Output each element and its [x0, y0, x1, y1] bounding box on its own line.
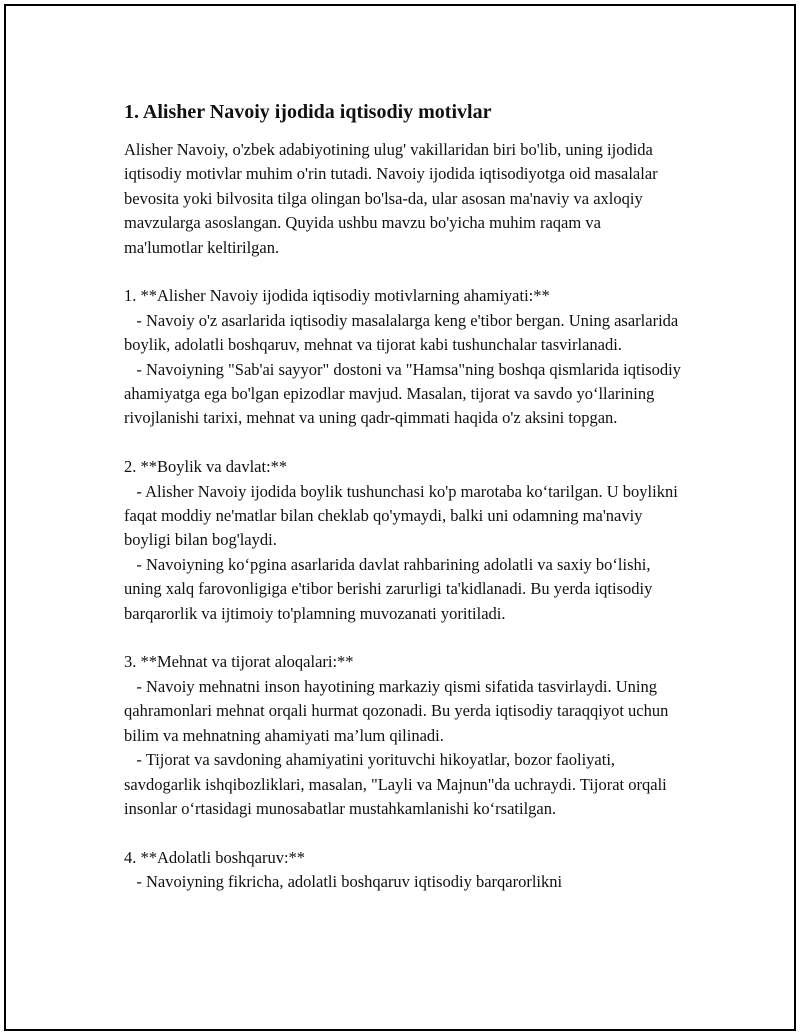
section-heading: 1. **Alisher Navoiy ijodida iqtisodiy motivlarning ahamiyati:** [124, 286, 550, 306]
section-heading: 3. **Mehnat va tijorat aloqalari:** [124, 652, 354, 672]
document-title: 1. Alisher Navoiy ijodida iqtisodiy motivlar [124, 101, 492, 123]
bullet-item: - Navoiy o'z asarlarida iqtisodiy masalalarga keng e'tibor bergan. Uning asarlarida boylik, adolatli boshqaruv, mehnat va tijorat kabi tushunchalar tasvirlanadi. [124, 310, 683, 355]
intro-paragraph: Alisher Navoiy, o'zbek adabiyotining ulug' vakillaridan biri bo'lib, uning ijodida iqtisodiy motivlar muhim o'rin tutadi. Navoiy ijodida iqtisodiyotga oid masalalar bevosita yoki bilvosita tilga olingan bo'lsa-da, ular asosan ma'naviy va axloqiy mavzularga asoslangan. Quyida ushbu mavzu bo'yicha muhim raqam va ma'lumotlar keltirilgan. [124, 140, 658, 257]
bullet-item: - Navoiyning "Sab'ai sayyor" dostoni va "Hamsa"ning boshqa qismlarida iqtisodiy ahamiyatga ega bo'lgan epizodlar mavjud. Masalan, tijorat va savdo yo‘llarining rivojlanishi tarixi, mehnat va uning qadr-qimmati haqida o'z aksini topgan. [124, 359, 686, 428]
section-heading: 4. **Adolatli boshqaruv:** [124, 847, 306, 867]
section-1 [124, 284, 684, 430]
section-4 [124, 846, 684, 895]
bullet-item: - Navoiyning ko‘pgina asarlarida davlat rahbarining adolatli va saxiy bo‘lishi, uning xalq farovonligiga e'tibor berishi zarurligi ta'kidlanadi. Bu yerda iqtisodiy barqarorlik va ijtimoiy to'plamning muvozanati yoritiladi. [124, 554, 657, 623]
section-heading: 2. **Boylik va davlat:** [124, 457, 288, 477]
section-3 [124, 650, 684, 821]
bullet-item: - Alisher Navoiy ijodida boylik tushunchasi ko'p marotaba ko‘tarilgan. U boylikni faqat moddiy ne'matlar bilan cheklab qo'ymaydi, balki uni odamning ma'naviy boyligi bilan bog'laydi. [124, 481, 682, 550]
bullet-item: - Navoiyning fikricha, adolatli boshqaruv iqtisodiy barqarorlikni [124, 872, 563, 892]
document-body [124, 98, 684, 919]
section-2 [124, 455, 684, 626]
page-frame [4, 4, 796, 1031]
bullet-item: - Tijorat va savdoning ahamiyatini yorituvchi hikoyatlar, bozor faoliyati, savdogarlik ishqibozliklari, masalan, "Layli va Majnun"da uchraydi. Tijorat orqali insonlar o‘rtasidagi munosabatlar mustahkamlanishi ko‘rsatilgan. [124, 750, 671, 818]
bullet-item: - Navoiy mehnatni inson hayotining markaziy qismi sifatida tasvirlaydi. Uning qahramonlari mehnat orqali hurmat qozonadi. Bu yerda iqtisodiy taraqqiyot uchun bilim va mehnatning ahamiyati ma’lum qilinadi. [124, 676, 673, 745]
